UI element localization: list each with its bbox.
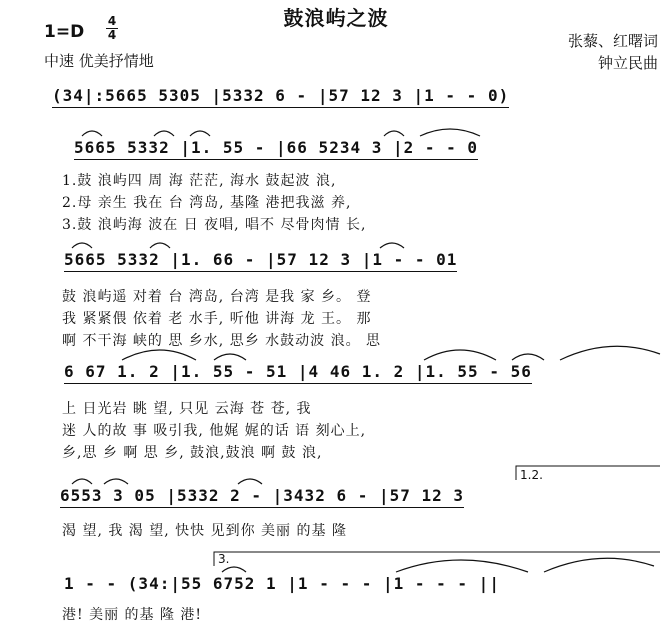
song-title: 鼓浪屿之波 [283,6,389,30]
tempo-expression: 中速 优美抒情地 [44,52,154,70]
volta-line-1-2 [516,466,660,480]
slur-14 [72,479,92,484]
system-1-notes: (34|:5665 5305 |5332 6 - |57 12 3 |1 - - 0) [52,86,509,108]
slur-2 [154,131,174,136]
slur-16 [238,479,262,484]
system-2-lyric-verse-2: 2.母 亲生 我在 台 湾岛, 基隆 港把我滋 养, [62,195,352,211]
slur-3 [190,131,210,136]
slur-6 [72,243,92,248]
system-4-lyric-verse-2: 迷 人的故 事 吸引我, 他娓 娓的话 语 刻心上, [62,423,367,439]
slur-17 [222,567,246,572]
composer-credit: 钟立民曲 [597,54,658,72]
system-3-lyric-verse-1: 鼓 浪屿遥 对着 台 湾岛, 台湾 是我 家 乡。 登 [62,289,372,305]
slur-4 [384,131,404,136]
system-4-notes: 6 67 1. 2 |1. 55 - 51 |4 46 1. 2 |1. 55 - 56 [64,362,532,384]
slur-13 [560,346,660,360]
system-4-lyric-verse-3: 乡,思 乡 啊 思 乡, 鼓浪,鼓浪 啊 鼓 浪, [62,445,323,461]
system-2-notes: 5665 5332 |1. 55 - |66 5234 3 |2 - - 0 [74,138,478,160]
slur-15 [104,479,128,484]
volta-bracket-3: 3. [218,552,230,566]
slur-5 [420,129,480,136]
system-2-lyric-verse-1: 1.鼓 浪屿四 周 海 茫茫, 海水 鼓起波 浪, [62,173,337,189]
system-6-notes: 1 - - (34:|55 6752 1 |1 - - - |1 - - - || [64,574,500,593]
slur-8 [380,243,404,248]
slur-12 [512,354,544,360]
time-signature-bottom: 4 [107,28,117,42]
slur-11 [424,350,496,360]
system-3-lyric-verse-3: 啊 不干海 峡的 思 乡水, 思乡 水鼓动波 浪。 思 [62,333,382,349]
system-3-lyric-verse-2: 我 紧紧偎 依着 老 水手, 听他 讲海 龙 王。 那 [62,311,372,327]
slur-18 [396,560,528,572]
system-4-lyric-verse-1: 上 日光岩 眺 望, 只见 云海 苍 苍, 我 [62,401,312,417]
system-5-lyric: 渴 望, 我 渴 望, 快快 见到你 美丽 的基 隆 [62,523,347,539]
slur-7 [150,243,170,248]
slur-19 [544,558,654,572]
system-5-notes: 6553 3 05 |5332 2 - |3432 6 - |57 12 3 [60,486,464,508]
system-2-lyric-verse-3: 3.鼓 浪屿海 波在 日 夜唱, 唱不 尽骨肉情 长, [62,217,367,233]
slur-10 [214,354,246,360]
system-6-lyric: 港! 美丽 的基 隆 港! [62,607,203,623]
key-signature: 1=D [44,22,85,42]
time-signature-top: 4 [107,14,117,28]
slur-9 [122,350,196,360]
lyricist-credit: 张藜、红曙词 [567,32,658,50]
volta-bracket-1-2: 1.2. [520,468,543,482]
system-3-notes: 5665 5332 |1. 66 - |57 12 3 |1 - - 01 [64,250,457,272]
slur-1 [82,131,102,136]
